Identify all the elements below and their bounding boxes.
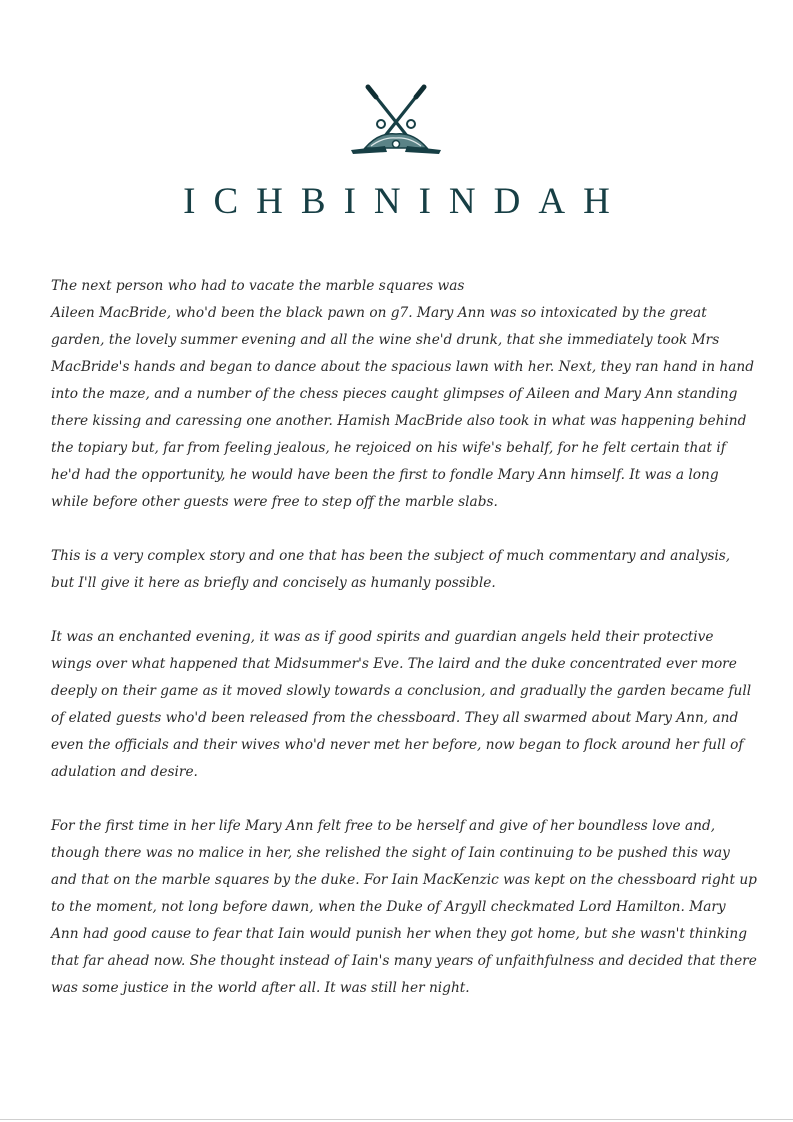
paragraph: This is a very complex story and one that has been the subject of much commentary and analysis, but I'll give it here as briefly and concisely as humanly possible. bbox=[51, 548, 731, 591]
page-bottom-divider bbox=[0, 1119, 793, 1120]
page-title: ICHBININDAH bbox=[183, 181, 628, 222]
paragraph: For the first time in her life Mary Ann felt free to be herself and give of her boundless love and, though there was no malice in her, she relished the sight of Iain continuing to be pushed this way and that on the marble squares by the duke. For Iain MacKenzic was kept on the chessboard right up to the moment, not long before dawn, when the Duke of Argyll checkmated Lord Hamilton. Mary Ann had good cause to fear that Iain would punish her when they got home, but she wasn't thinking that far ahead now. She thought instead of Iain's many years of unfaithfulness and decided that there was some justice in the world after all. It was still her night. bbox=[51, 818, 757, 996]
paragraph: It was an enchanted evening, it was as if good spirits and guardian angels held their protective wings over what happened that Midsummer's Eve. The laird and the duke concentrated ever more deeply on their game as it moved slowly towards a conclusion, and gradually the garden became full of elated guests who'd been released from the chessboard. They all swarmed about Mary Ann, and even the officials and their wives who'd never met her before, now began to flock around her full of adulation and desire. bbox=[51, 629, 752, 780]
body-text bbox=[51, 273, 757, 1029]
paragraph: The next person who had to vacate the marble squares was Aileen MacBride, who'd been the black pawn on g7. Mary Ann was so intoxicated by the great garden, the lovely summer evening and all the wine she'd drunk, that she immediately took Mrs MacBride's hands and began to dance about the spacious lawn with her. Next, they ran hand in hand into the maze, and a number of the chess pieces caught glimpses of Aileen and Mary Ann standing there kissing and caressing one another. Hamish MacBride also took in what was happening behind the topiary but, far from feeling jealous, he rejoiced on his wife's behalf, for he felt certain that if he'd had the opportunity, he would have been the first to fondle Mary Ann himself. It was a long while before other guests were free to step off the marble slabs. bbox=[51, 278, 754, 510]
crossed-golf-clubs-logo-icon bbox=[349, 84, 443, 158]
